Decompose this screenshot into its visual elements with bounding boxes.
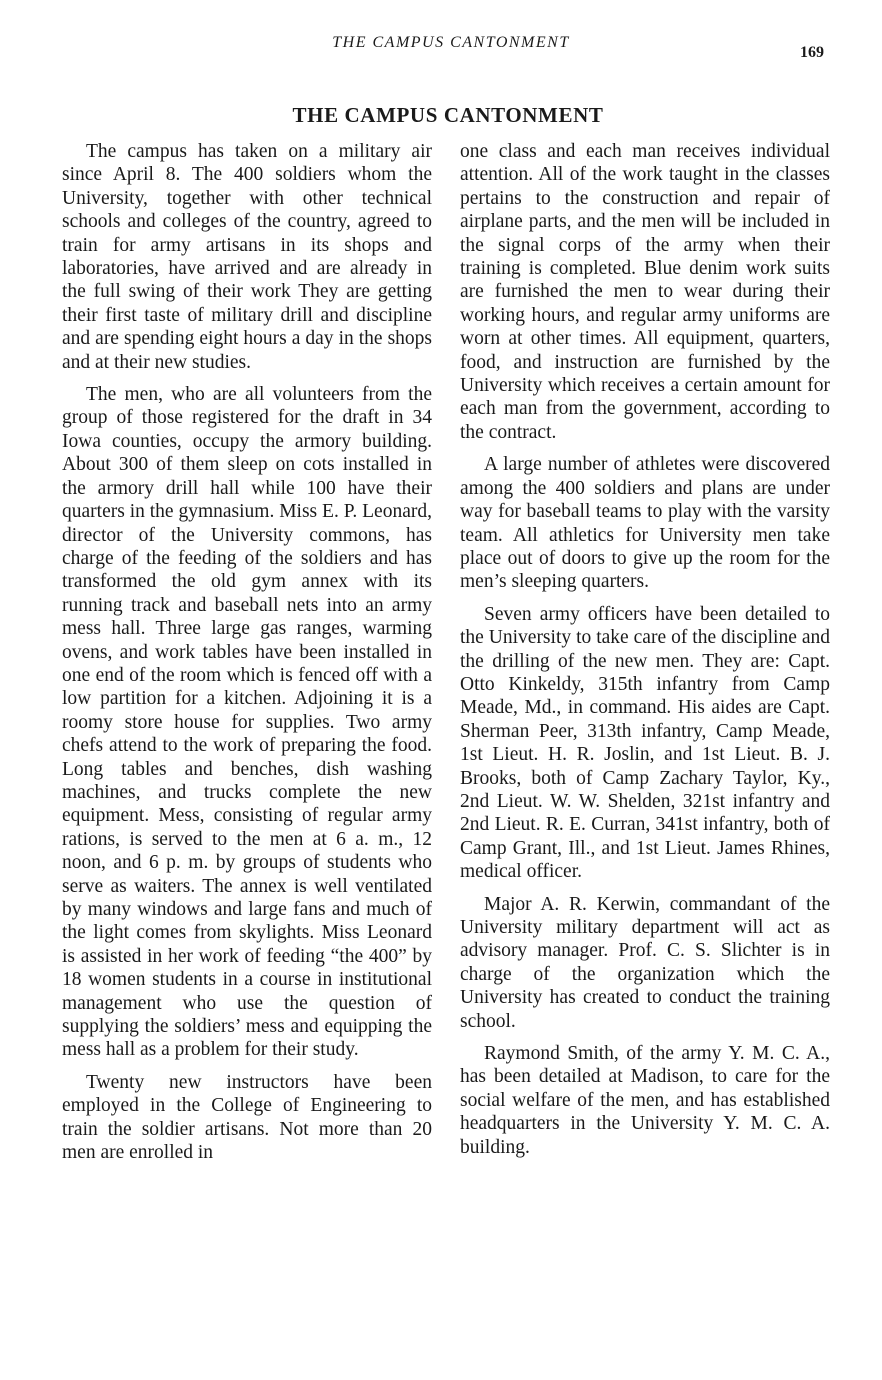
article-body: [62, 140, 830, 1173]
paragraph-ymca: Raymond Smith, of the army Y. M. C. A., has been detailed at Madison, to care for the social welfare of the men, and has established headquarters in the University Y. M. C. A. building.: [460, 1043, 830, 1158]
paragraph-instructors-continued: one class and each man receives individual attention. All of the work taught in the classes pertains to the construction and repair of airplane parts, and the men will be included in the signal corps of the army when their training is completed. Blue denim work suits are furnished the men to wear during their working hours, and regular army uniforms are worn at other times. All equipment, quarters, food, and instruction are furnished by the University which receives a certain amount for each man from the government, according to the contract.: [460, 141, 830, 443]
running-title: THE CAMPUS CANTONMENT: [332, 34, 570, 51]
running-header: [0, 34, 882, 60]
paragraph-advisory-manager: Major A. R. Kerwin, commandant of the University military department will act as advisory manager. Prof. C. S. Slichter is in charge of the organization which the University has created to conduct the training school.: [460, 893, 830, 1032]
paragraph-volunteers-armory: The men, who are all volunteers from the group of those registered for the draft in 34 Iowa counties, occupy the armory building. About 300 of them sleep on cots installed in the armory drill hall while 100 have their quarters in the gymnasium. Miss E. P. Leonard, director of the University commons, has charge of the feeding of the soldiers and has transformed the old gym annex with its running track and baseball nets into an army mess hall. Three large gas ranges, warming ovens, and work tables have been installed in one end of the room which is fenced off with a low partition for a kitchen. Adjoining it is a roomy store house for supplies. Two army chefs attend to the work of preparing the food. Long tables and benches, dish washing machines, and trucks complete the new equipment. Mess, consisting of regular army rations, is served to the men at 6 a. m., 12 noon, and 6 p. m. by groups of students who serve as waiters. The annex is well ventilated by many windows and large fans and much of the light comes from skylights. Miss Leonard is assisted in her work of feeding “the 400” by 18 women students in a course in institutional management who use the question of supplying the soldiers’ mess and equipping the mess hall as a problem for their study.: [62, 384, 432, 1061]
left-column: [62, 140, 432, 1173]
paragraph-army-officers: Seven army officers have been detailed to the University to take care of the discipline and the drilling of the new men. They are: Capt. Otto Kinkeldy, 315th infantry from Camp Meade, Md., in command. His aides are Capt. Sherman Peer, 313th infantry, Camp Meade, 1st Lieut. H. R. Joslin, and 1st Lieut. B. J. Brooks, both of Camp Zachary Taylor, Ky., 2nd Lieut. W. W. Shelden, 321st infantry and 2nd Lieut. R. E. Curran, 341st infantry, both of Camp Grant, Ill., and 1st Lieut. James Rhines, medical officer.: [460, 603, 830, 883]
right-column: [460, 140, 830, 1173]
paragraph-new-instructors: Twenty new instructors have been employed in the College of Engineering to train the soldier artisans. Not more than 20 men are enrolled in: [62, 1071, 432, 1164]
paragraph-athletes: A large number of athletes were discovered among the 400 soldiers and plans are under way for baseball teams to play with the varsity team. All athletics for University men take place out of doors to give up the room for the men’s sleeping quarters.: [460, 454, 830, 593]
article-title: THE CAMPUS CANTONMENT: [292, 103, 604, 127]
page-number: 169: [800, 44, 824, 61]
paragraph-campus-military-air: The campus has taken on a military air since April 8. The 400 soldiers whom the University, together with other technical schools and colleges of the country, agreed to train for army artisans in its shops and laboratories, have arrived and are already in the full swing of their work They are getting their first taste of military drill and discipline and are spending eight hours a day in the shops and at their new studies.: [62, 141, 432, 373]
